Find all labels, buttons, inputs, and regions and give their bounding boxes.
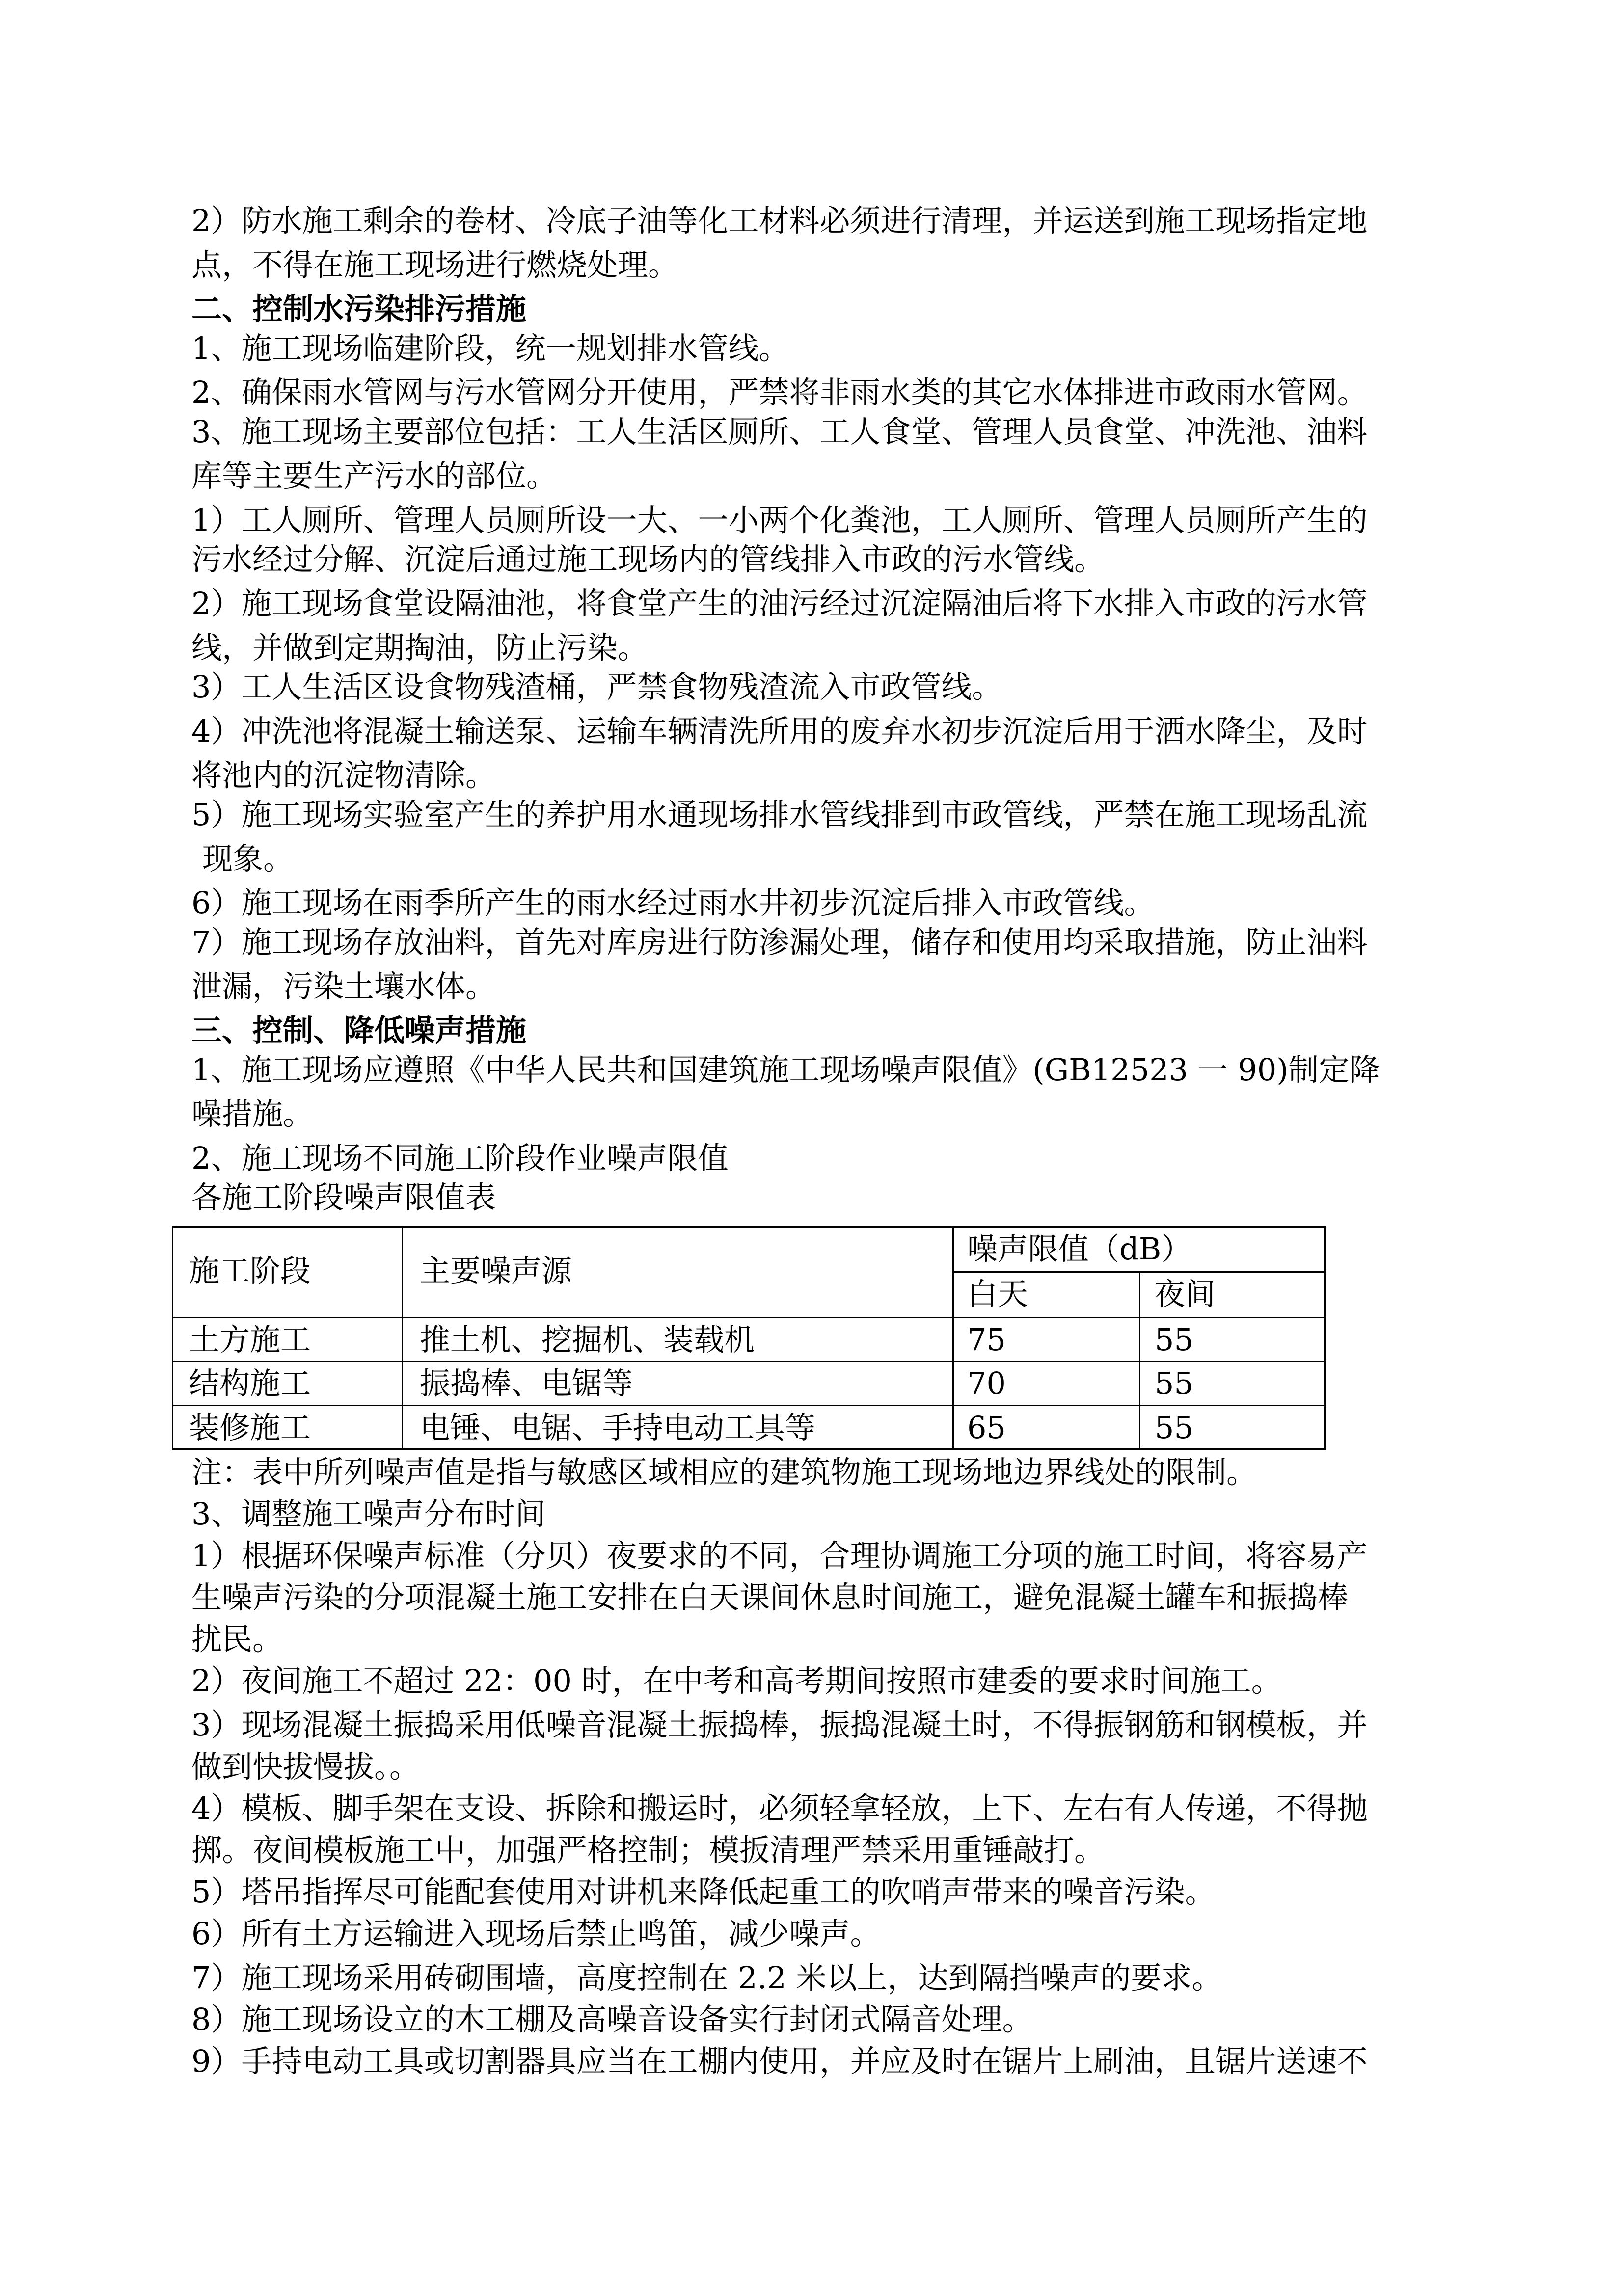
paragraph-line: 9）手持电动工具或切割器具应当在工棚内使用，并应及时在锯片上刷油，且锯片送速不 — [191, 2043, 1368, 2079]
paragraph-line: 将池内的沉淀物清除。 — [191, 757, 496, 793]
table-border — [172, 1448, 1326, 1450]
table-border — [172, 1226, 1326, 1228]
table-border — [172, 1405, 1326, 1406]
table-border — [1139, 1271, 1140, 1450]
table-header-stage: 施工阶段 — [189, 1253, 311, 1289]
table-border — [172, 1361, 1326, 1362]
paragraph-line: 5）塔吊指挥尽可能配套使用对讲机来降低起重工的吹哨声带来的噪音污染。 — [191, 1874, 1216, 1910]
table-cell-source: 电锤、电锯、手持电动工具等 — [420, 1410, 816, 1445]
paragraph-line: 生噪声污染的分项混凝土施工安排在白天课间休息时间施工，避免混凝土罐车和振捣棒 — [191, 1579, 1349, 1615]
paragraph-line: 3、调整施工噪声分布时间 — [191, 1496, 546, 1532]
paragraph-line: 噪措施。 — [191, 1096, 314, 1132]
paragraph-line: 线，并做到定期掏油，防止污染。 — [191, 630, 649, 666]
paragraph-line: 2）夜间施工不超过 22：00 时，在中考和高考期间按照市建委的要求时间施工。 — [191, 1663, 1282, 1699]
paragraph-line: 1、施工现场应遵照《中华人民共和国建筑施工现场噪声限值》(GB12523 一 90)制定降 — [191, 1052, 1380, 1088]
paragraph-line: 6）所有土方运输进入现场后禁止鸣笛，减少噪声。 — [191, 1916, 881, 1951]
paragraph-line: 扰民。 — [191, 1621, 283, 1657]
table-cell-night: 55 — [1155, 1410, 1193, 1445]
paragraph-line: 库等主要生产污水的部位。 — [191, 458, 557, 494]
table-cell-source: 推土机、挖掘机、装载机 — [420, 1322, 755, 1358]
section-heading: 三、控制、降低噪声措施 — [191, 1013, 527, 1048]
paragraph-line: 掷。夜间模板施工中，加强严格控制；模扳清理严禁采用重锤敲打。 — [191, 1832, 1105, 1868]
table-header-day: 白天 — [967, 1276, 1029, 1312]
paragraph-line: 1、施工现场临建阶段，统一规划排水管线。 — [191, 330, 789, 366]
table-border — [402, 1226, 403, 1450]
paragraph-line: 1）根据环保噪声标准（分贝）夜要求的不同，合理协调施工分项的施工时间，将容易产 — [191, 1538, 1368, 1574]
paragraph-line: 点，不得在施工现场进行燃烧处理。 — [191, 247, 679, 283]
paragraph-line: 2、确保雨水管网与污水管网分开使用，严禁将非雨水类的其它水体排进市政雨水管网。 — [191, 374, 1368, 410]
table-border — [172, 1317, 1326, 1318]
paragraph-line: 2）施工现场食堂设隔油池，将食堂产生的油污经过沉淀隔油后将下水排入市政的污水管 — [191, 586, 1368, 621]
table-cell-stage: 结构施工 — [189, 1365, 311, 1401]
table-header-limit: 噪声限值（dB） — [967, 1231, 1192, 1267]
paragraph-line: 3、施工现场主要部位包括：工人生活区厕所、工人食堂、管理人员食堂、冲洗池、油料 — [191, 414, 1368, 450]
paragraph-line: 6）施工现场在雨季所产生的雨水经过雨水井初步沉淀后排入市政管线。 — [191, 885, 1155, 921]
paragraph-line: 7）施工现场采用砖砌围墙，高度控制在 2.2 米以上，达到隔挡噪声的要求。 — [191, 1960, 1222, 1996]
paragraph-line: 做到快拔慢拔。。 — [191, 1749, 420, 1785]
table-header-source: 主要噪声源 — [420, 1253, 572, 1289]
table-border — [1324, 1226, 1326, 1450]
paragraph-line: 7）施工现场存放油料，首先对库房进行防渗漏处理，储存和使用均采取措施，防止油料 — [191, 924, 1368, 960]
table-header-night: 夜间 — [1155, 1276, 1216, 1312]
paragraph-line: 5）施工现场实验室产生的养护用水通现场排水管线排到市政管线，严禁在施工现场乱流 — [191, 797, 1368, 832]
table-cell-night: 55 — [1155, 1322, 1193, 1358]
paragraph-line: 2、施工现场不同施工阶段作业噪声限值 — [191, 1140, 729, 1176]
table-border — [172, 1226, 173, 1450]
paragraph-line: 泄漏，污染土壤水体。 — [191, 968, 496, 1004]
table-cell-day: 65 — [967, 1410, 1006, 1445]
paragraph-line: 污水经过分解、沉淀后通过施工现场内的管线排入市政的污水管线。 — [191, 541, 1105, 577]
table-caption: 各施工阶段噪声限值表 — [191, 1179, 496, 1215]
paragraph-line: 现象。 — [202, 841, 294, 877]
paragraph-line: 3）工人生活区设食物残渣桶，严禁食物残渣流入市政管线。 — [191, 669, 1002, 705]
table-note: 注：表中所列噪声值是指与敏感区域相应的建筑物施工现场地边界线处的限制。 — [191, 1454, 1257, 1490]
table-border — [952, 1226, 954, 1450]
section-heading: 二、控制水污染排污措施 — [191, 291, 527, 327]
table-cell-night: 55 — [1155, 1365, 1193, 1401]
paragraph-line: 3）现场混凝土振捣采用低噪音混凝土振捣棒，振捣混凝土时，不得振钢筋和钢模板，并 — [191, 1707, 1368, 1743]
table-cell-stage: 装修施工 — [189, 1410, 311, 1445]
table-cell-source: 振捣棒、电锯等 — [420, 1365, 633, 1401]
paragraph-line: 8）施工现场设立的木工棚及高噪音设备实行封闭式隔音处理。 — [191, 2002, 1033, 2037]
paragraph-line: 4）模板、脚手架在支设、拆除和搬运时，必须轻拿轻放，上下、左右有人传递，不得抛 — [191, 1790, 1368, 1826]
table-cell-day: 75 — [967, 1322, 1006, 1358]
paragraph-line: 1）工人厕所、管理人员厕所设一大、一小两个化粪池，工人厕所、管理人员厕所产生的 — [191, 502, 1368, 538]
paragraph-line: 4）冲洗池将混凝土输送泵、运输车辆清洗所用的废弃水初步沉淀后用于洒水降尘，及时 — [191, 713, 1368, 749]
table-cell-stage: 土方施工 — [189, 1322, 311, 1358]
table-cell-day: 70 — [967, 1365, 1006, 1401]
paragraph-line: 2）防水施工剩余的卷材、冷底子油等化工材料必须进行清理，并运送到施工现场指定地 — [191, 203, 1368, 239]
